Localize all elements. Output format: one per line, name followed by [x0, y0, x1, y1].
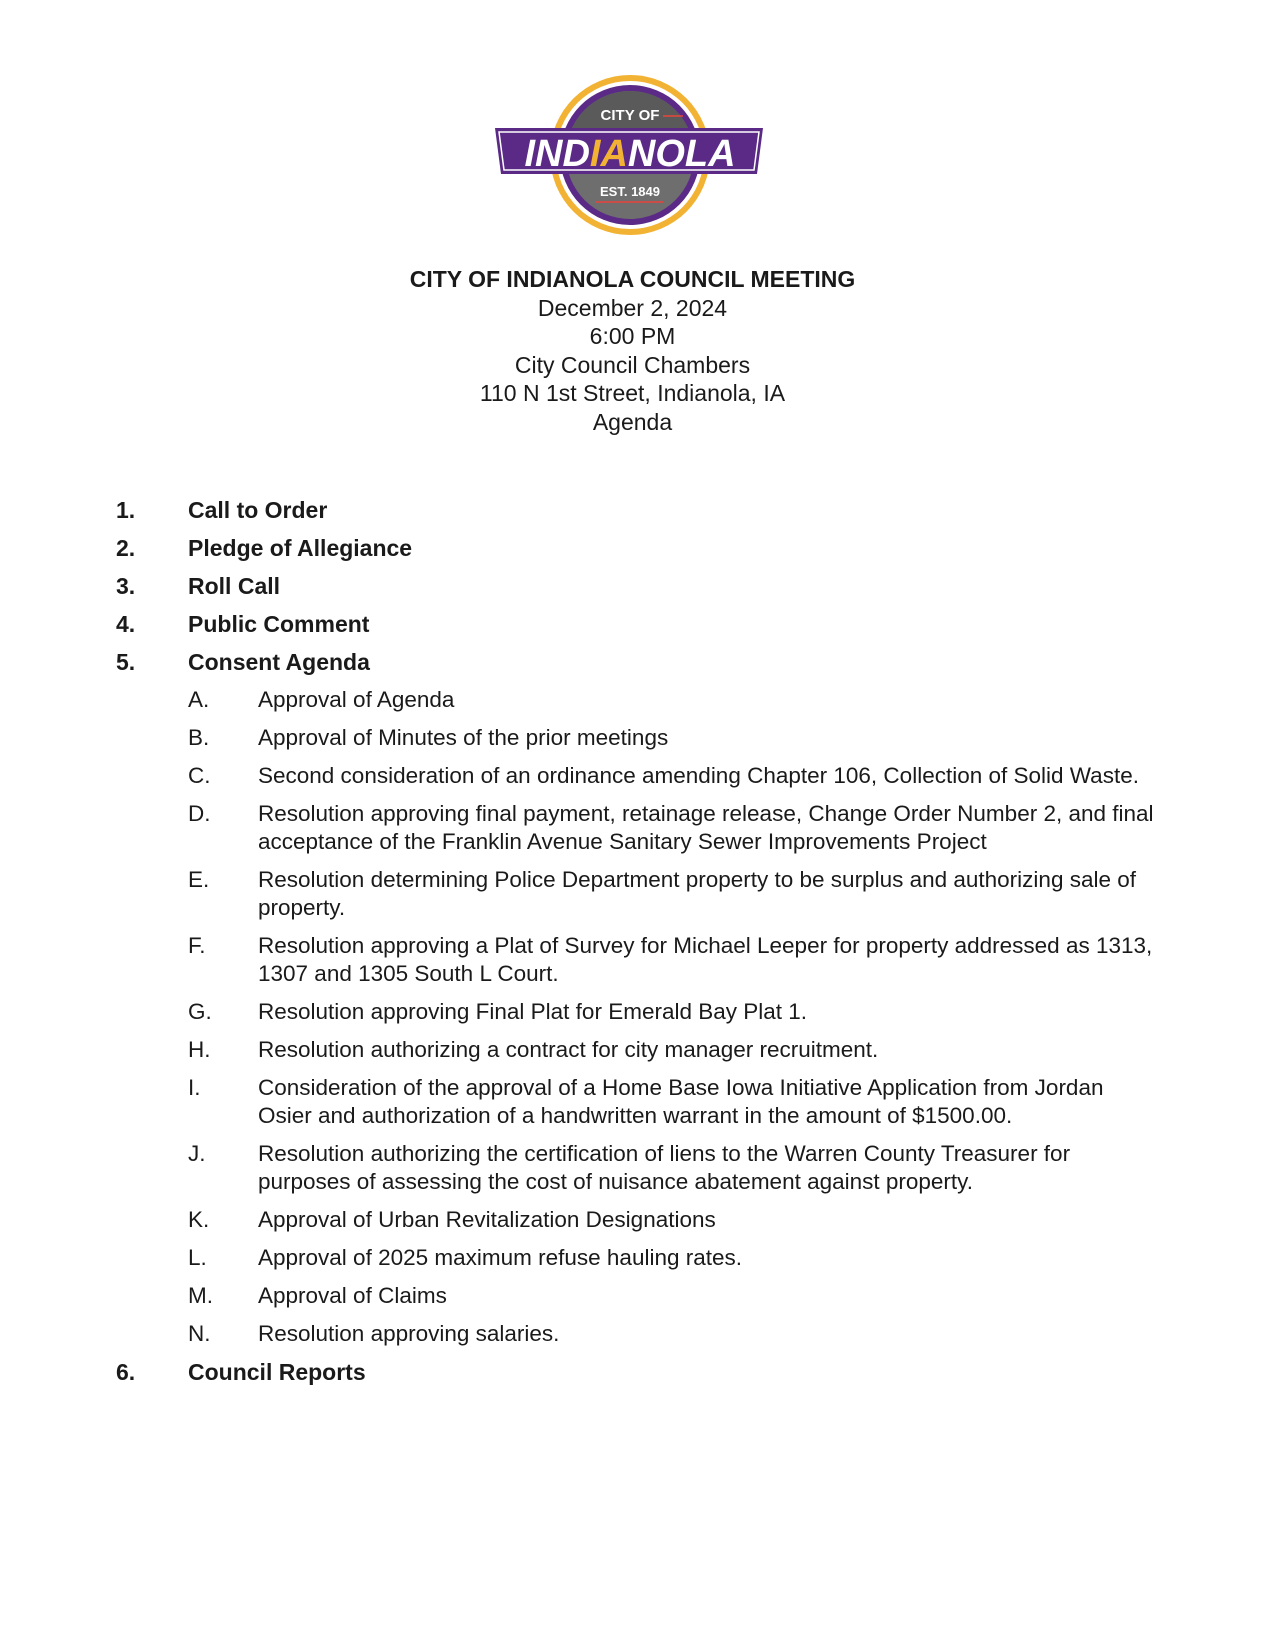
- consent-item-text: Resolution approving Final Plat for Emerald Bay Plat 1.: [258, 999, 808, 1024]
- agenda-item-number: 1.: [116, 497, 136, 523]
- agenda-item-label: Roll Call: [188, 573, 281, 599]
- agenda-item-consent-agenda: [116, 648, 1166, 676]
- consent-item-letter: I.: [188, 1075, 201, 1100]
- agenda-item-number: 3.: [116, 573, 136, 599]
- city-logo-graphic: [495, 70, 765, 240]
- document-type: Agenda: [592, 408, 673, 435]
- agenda-list: [116, 496, 1166, 1396]
- consent-item: [188, 1320, 1166, 1348]
- logo-top-text: CITY OF: [600, 107, 660, 124]
- consent-item-text: Approval of Claims: [258, 1283, 447, 1308]
- consent-item: [188, 998, 1166, 1026]
- agenda-item-number: 6.: [116, 1359, 136, 1385]
- consent-item: [188, 724, 1166, 752]
- consent-item-letter: L.: [188, 1245, 207, 1270]
- consent-item: [188, 800, 1166, 856]
- consent-item-letter: N.: [188, 1321, 211, 1346]
- consent-item: [188, 1206, 1166, 1234]
- logo-name-left: IND: [524, 133, 590, 175]
- consent-item-text: Resolution approving a Plat of Survey for Michael Leeper for property addressed as 1313, 1307 and 1305 South L Court.: [258, 933, 1153, 986]
- consent-item: [188, 1282, 1166, 1310]
- agenda-item-public-comment: [116, 610, 1166, 638]
- consent-item-letter: K.: [188, 1207, 210, 1232]
- consent-item-text: Resolution authorizing a contract for city manager recruitment.: [258, 1037, 879, 1062]
- consent-item-letter: D.: [188, 801, 211, 826]
- consent-item-text: Resolution determining Police Department property to be surplus and authorizing sale of property.: [258, 867, 1136, 920]
- consent-item: [188, 932, 1166, 988]
- consent-item-letter: C.: [188, 763, 211, 788]
- meeting-location: City Council Chambers: [514, 351, 751, 378]
- meeting-time: 6:00 PM: [589, 323, 676, 349]
- agenda-item-label: Call to Order: [188, 497, 328, 523]
- consent-item: [188, 686, 1166, 714]
- agenda-item-number: 2.: [116, 535, 136, 561]
- agenda-item-number: 5.: [116, 649, 136, 675]
- consent-item-letter: A.: [188, 687, 210, 712]
- consent-item-letter: B.: [188, 725, 210, 750]
- consent-agenda-list: [188, 686, 1166, 1348]
- consent-item-text: Resolution approving final payment, retainage release, Change Order Number 2, and final acceptance of the Franklin Avenue Sanitary Sewer Improvements Project: [258, 801, 1154, 854]
- agenda-item-label: Consent Agenda: [188, 649, 370, 675]
- agenda-item-pledge: [116, 534, 1166, 562]
- agenda-item-label: Council Reports: [188, 1359, 366, 1385]
- consent-item: [188, 1074, 1166, 1130]
- meeting-header: [0, 265, 1265, 436]
- consent-item: [188, 866, 1166, 922]
- meeting-date: December 2, 2024: [537, 294, 728, 321]
- agenda-item-label: Public Comment: [188, 611, 370, 637]
- consent-item: [188, 1140, 1166, 1196]
- consent-item-text: Approval of Agenda: [258, 687, 455, 712]
- consent-item-text: Approval of 2025 maximum refuse hauling rates.: [258, 1245, 743, 1270]
- consent-item: [188, 762, 1166, 790]
- consent-item-text: Resolution approving salaries.: [258, 1321, 560, 1346]
- agenda-item-council-reports: [116, 1358, 1166, 1386]
- agenda-item-label: Pledge of Allegiance: [188, 535, 413, 561]
- consent-item-text: Consideration of the approval of a Home Base Iowa Initiative Application from Jordan Osier and authorization of a handwritten warrant in the amount of $1500.00.: [258, 1075, 1104, 1128]
- consent-item: [188, 1036, 1166, 1064]
- consent-item-text: Resolution authorizing the certification of liens to the Warren County Treasurer for purposes of assessing the cost of nuisance abatement against property.: [258, 1141, 1071, 1194]
- consent-item-letter: M.: [188, 1283, 213, 1308]
- consent-item-letter: G.: [188, 999, 212, 1024]
- city-logo: [495, 70, 765, 240]
- meeting-title: CITY OF INDIANOLA COUNCIL MEETING: [409, 266, 856, 292]
- consent-item-letter: F.: [188, 933, 206, 958]
- meeting-address: 110 N 1st Street, Indianola, IA: [479, 380, 786, 406]
- consent-item-letter: H.: [188, 1037, 211, 1062]
- consent-item-text: Approval of Urban Revitalization Designations: [258, 1207, 716, 1232]
- logo-name-mid: IA: [589, 133, 628, 175]
- agenda-item-number: 4.: [116, 611, 136, 637]
- consent-item-text: Approval of Minutes of the prior meetings: [258, 725, 669, 750]
- consent-item: [188, 1244, 1166, 1272]
- agenda-item-roll-call: [116, 572, 1166, 600]
- consent-item-text: Second consideration of an ordinance amending Chapter 106, Collection of Solid Waste.: [258, 763, 1139, 788]
- logo-name-right: NOLA: [627, 133, 736, 175]
- agenda-item-call-to-order: [116, 496, 1166, 524]
- logo-name: [524, 133, 735, 175]
- consent-item-letter: E.: [188, 867, 210, 892]
- consent-item-letter: J.: [188, 1141, 206, 1166]
- logo-bottom-text: EST. 1849: [600, 184, 660, 199]
